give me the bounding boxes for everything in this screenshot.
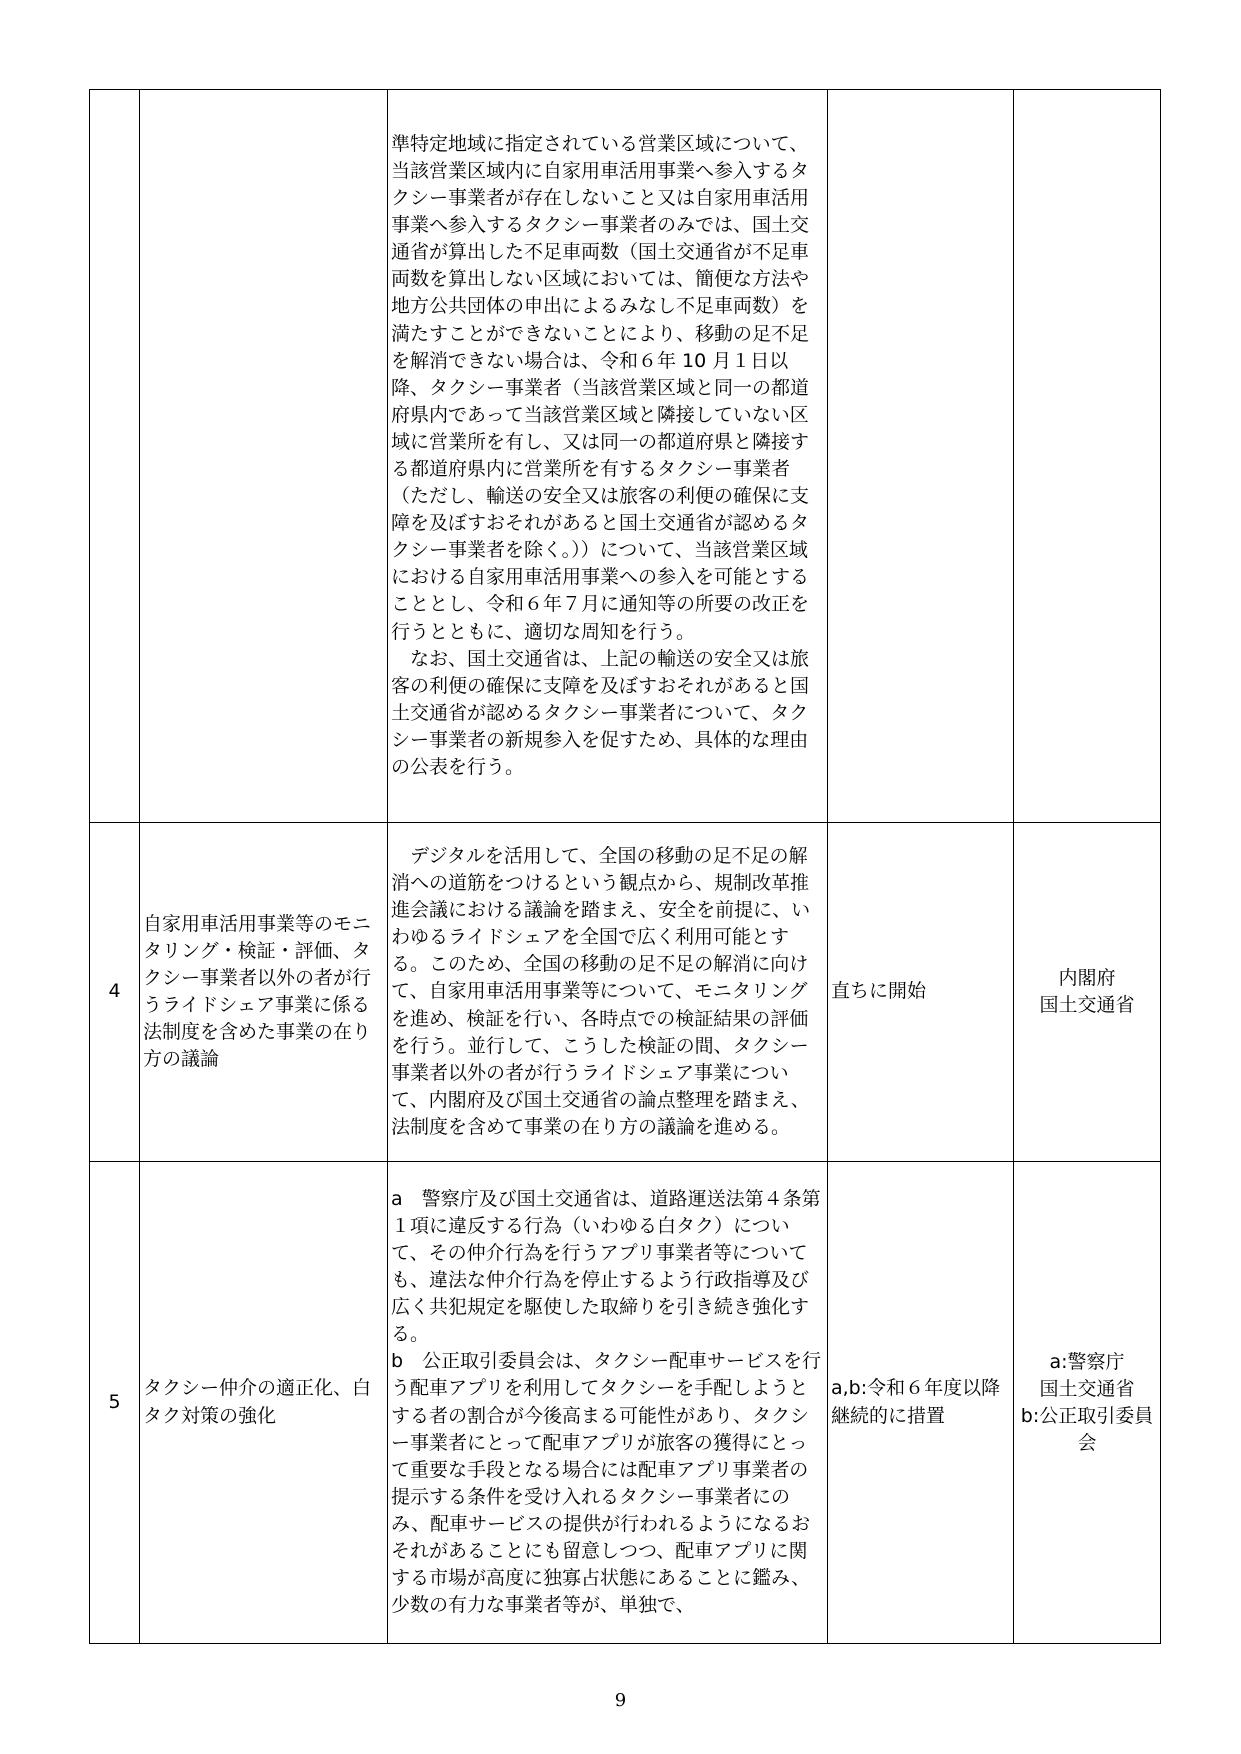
page-number: 9	[614, 1690, 627, 1711]
implementation-period: a,b:令和６年度以降継続的に措置	[828, 1162, 1014, 1644]
item-number: 5	[90, 1162, 140, 1644]
item-title	[140, 90, 388, 823]
item-content	[388, 823, 828, 1162]
responsible-ministry: a:警察庁 国土交通省 b:公正取引委員会	[1014, 1162, 1161, 1644]
table-row	[90, 823, 1161, 1162]
responsible-ministry: 内閣府 国土交通省	[1014, 823, 1161, 1162]
item-content	[388, 1162, 828, 1644]
table-row	[90, 1162, 1161, 1644]
item-content	[388, 90, 828, 823]
item-number: 4	[90, 823, 140, 1162]
content-paragraph: デジタルを活用して、全国の移動の足不足の解消への道筋をつけるという観点から、規制改革推進会議における議論を踏まえ、安全を前提に、いわゆるライドシェアを全国で広く利用可能とする。このため、全国の移動の足不足の解消に向けて、自家用車活用事業等について、モニタリングを進め、検証を行い、各時点での検証結果の評価を行う。並行して、こうした検証の間、タクシー事業者以外の者が行うライドシェア事業について、内閣府及び国土交通省の論点整理を踏まえ、法制度を含めて事業の在り方の議論を進める。	[391, 844, 811, 1138]
content-paragraph: b 公正取引委員会は、タクシー配車サービスを行う配車アプリを利用してタクシーを手配しようとする者の割合が今後高まる可能性があり、タクシー事業者にとって配車アプリが旅客の獲得にとって重要な手段となる場合には配車アプリ事業者の提示する条件を受け入れるタクシー事業者にのみ、配車サービスの提供が行われるようになるおそれがあることにも留意しつつ、配車アプリに関する市場が高度に独寡占状態にあることに鑑み、少数の有力な事業者等が、単独で、	[391, 1350, 822, 1617]
item-title: タクシー仲介の適正化、白タク対策の強化	[140, 1162, 388, 1644]
measures-table	[89, 89, 1161, 1644]
responsible-ministry	[1014, 90, 1161, 823]
item-title: 自家用車活用事業等のモニタリング・検証・評価、タクシー事業者以外の者が行うライドシェア事業に係る法制度を含めた事業の在り方の議論	[140, 823, 388, 1162]
content-paragraph: a 警察庁及び国土交通省は、道路運送法第４条第１項に違反する行為（いわゆる白タク）について、その仲介行為を行うアプリ事業者等についても、違法な仲介行為を停止するよう行政指導及び広く共犯規定を駆使した取締りを引き続き強化する。	[391, 1187, 821, 1346]
content-paragraph: なお、国土交通省は、上記の輸送の安全又は旅客の利便の確保に支障を及ぼすおそれがあると国土交通省が認めるタクシー事業者について、タクシー事業者の新規参入を促すため、具体的な理由の公表を行う。	[391, 647, 810, 779]
content-paragraph: 準特定地域に指定されている営業区域について、当該営業区域内に自家用車活用事業へ参入するタクシー事業者が存在しないこと又は自家用車活用事業へ参入するタクシー事業者のみでは、国土交通省が算出した不足車両数（国土交通省が不足車両数を算出しない区域においては、簡便な方法や地方公共団体の申出によるみなし不足車両数）を満たすことができないことにより、移動の足不足を解消できない場合は、令和６年 10 月１日以降、タクシー事業者（当該営業区域と同一の都道府県内であって当該営業区域と隣接していない区域に営業所を有し、又は同一の都道府県と隣接する都道府県内に営業所を有するタクシー事業者（ただし、輸送の安全又は旅客の利便の確保に支障を及ぼすおそれがあると国土交通省が認めるタクシー事業者を除く。））について、当該営業区域における自家用車活用事業への参入を可能とすることとし、令和６年７月に通知等の所要の改正を行うとともに、適切な周知を行う。	[391, 132, 810, 643]
implementation-period: 直ちに開始	[828, 823, 1014, 1162]
implementation-period	[828, 90, 1014, 823]
item-number	[90, 90, 140, 823]
table-row	[90, 90, 1161, 823]
